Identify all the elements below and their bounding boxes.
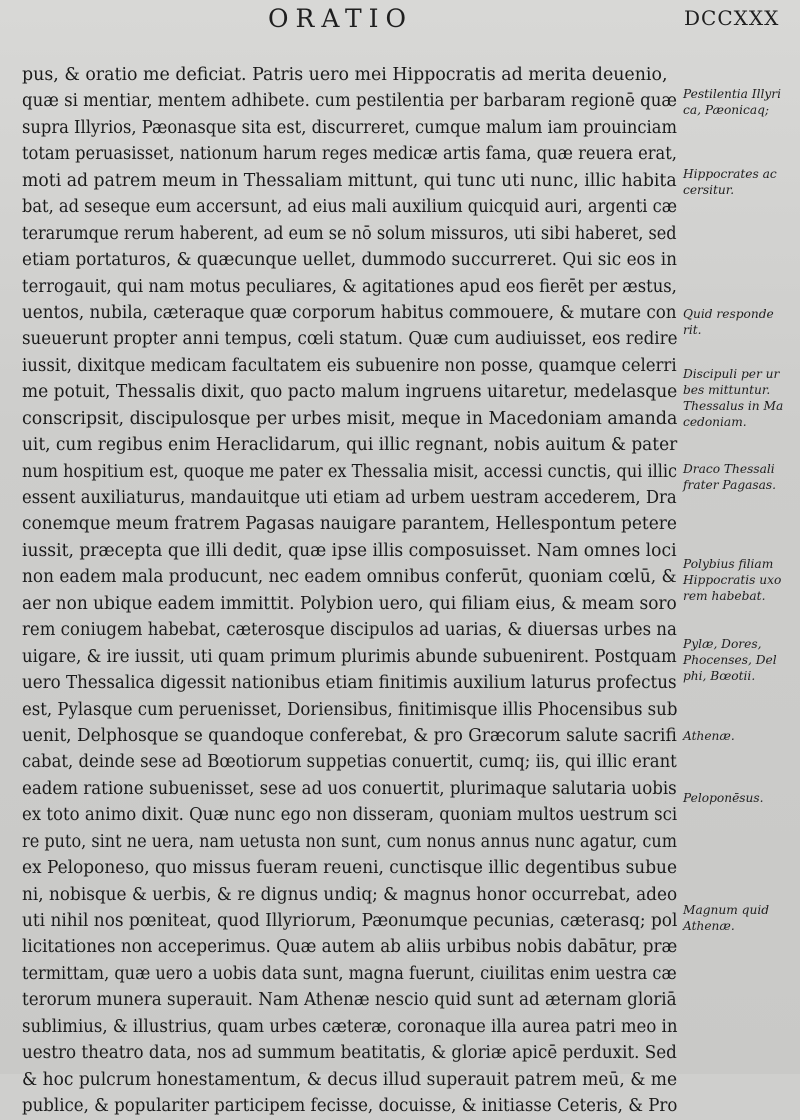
- text-line: terrogauit, qui nam motus peculiares, & agitationes apud eos fierēt per æstus,: [22, 276, 677, 297]
- margin-note-line: Pestilentia Illyri: [683, 87, 782, 101]
- text-line: num hospitium est, quoque me pater ex Thessalia misit, accessi cunctis, qui illic: [22, 461, 678, 482]
- margin-note-line: Peloponēsus.: [683, 791, 764, 805]
- text-line: uti nihil nos pœniteat, quod Illyriorum, Pæonumque pecunias, cæterasq; pol: [22, 911, 678, 931]
- text-line: bat, ad seseque eum accersunt, ad eius mali auxilium quicquid auri, argenti cæ: [22, 197, 677, 218]
- margin-note-line: Pylæ, Dores,: [683, 637, 762, 651]
- text-line: ex Peloponeso, quo missus fueram reueni, cunctisque illic degentibus subue: [22, 858, 678, 879]
- margin-note-line: Phocenses, Del: [683, 653, 777, 667]
- margin-note: [683, 636, 795, 684]
- margin-note: [683, 790, 795, 806]
- text-line: termittam, quæ uero a uobis data sunt, magna fuerunt, ciuilitas enim uestra cæ: [22, 963, 677, 984]
- margin-note-line: Thessalus in Ma: [683, 399, 784, 413]
- text-line: non eadem mala producunt, nec eadem omnibus conferūt, quoniam cœlū, &: [22, 567, 677, 588]
- text-line: uenit, Delphosque se quandoque conferebat, & pro Græcorum salute sacrifi: [22, 725, 677, 746]
- text-line: conemque meum fratrem Pagasas nauigare parantem, Hellespontum petere: [22, 514, 677, 535]
- text-line: uigare, & ire iussit, uti quam primum plurimis abunde subuenirent. Postquam: [22, 646, 677, 667]
- text-line: pus, & oratio me deficiat. Patris uero mei Hippocratis ad merita deuenio,: [22, 65, 668, 85]
- margin-note-line: Quid responde: [683, 307, 774, 321]
- text-line: uentos, nubila, cæteraque quæ corporum habitus commouere, & mutare con: [22, 302, 677, 323]
- margin-note: [683, 306, 795, 338]
- margin-note: [683, 461, 795, 493]
- text-line: sublimius, & illustrius, quam urbes cæteræ, coronaque illa aurea patri meo in: [22, 1016, 678, 1037]
- text-line: licitationes non acceperimus. Quæ autem ab aliis urbibus nobis dabātur, præ: [22, 937, 678, 958]
- margin-note: [683, 556, 795, 604]
- margin-note: [683, 86, 795, 118]
- margin-note: [683, 166, 795, 198]
- text-line: etiam portaturos, & quæcunque uellet, dummodo succurreret. Qui sic eos in: [22, 250, 677, 271]
- margin-note-line: Draco Thessali: [683, 462, 775, 476]
- text-line: iussit, dixitque medicam facultatem eis subuenire non posse, quamque celerri: [22, 355, 677, 376]
- text-line: supra Illyrios, Pæonasque sita est, discurreret, cumque malum iam prouinciam: [22, 117, 677, 138]
- text-line: ex toto animo dixit. Quæ nunc ego non disseram, quoniam multos uestrum sci: [22, 805, 678, 826]
- text-line: quæ si mentiar, mentem adhibete. cum pestilentia per barbaram regionē quæ: [22, 91, 677, 112]
- text-line: moti ad patrem meum in Thessaliam mittunt, qui tunc uti nunc, illic habita: [22, 170, 677, 191]
- text-line: uestro theatro data, nos ad summum beatitatis, & gloriæ apicē perduxit. Sed: [22, 1043, 677, 1064]
- text-line: eadem ratione subuenisset, sese ad uos conuertit, plurimaque salutaria uobis: [22, 778, 677, 799]
- margin-note-line: frater Pagasas.: [683, 478, 777, 492]
- margin-note-line: rem habebat.: [683, 589, 766, 603]
- margin-note-line: Discipuli per ur: [683, 367, 780, 381]
- margin-note-line: cedoniam.: [683, 415, 747, 429]
- text-line: ni, nobisque & uerbis, & re dignus undiq; & magnus honor occurrebat, adeo: [22, 884, 678, 905]
- text-line: terorum munera superauit. Nam Athenæ nescio quid sunt ad æternam gloriā: [22, 990, 677, 1011]
- text-line: uit, cum regibus enim Heraclidarum, qui illic regnant, nobis auitum & pater: [22, 435, 678, 456]
- running-head: ORATIO: [268, 4, 414, 33]
- margin-note-line: cersitur.: [683, 183, 735, 197]
- text-line: totam peruasisset, nationum harum reges medicæ artis fama, quæ reuera erat,: [22, 144, 677, 165]
- margin-notes: [683, 0, 800, 1074]
- margin-note-line: Athenæ.: [683, 919, 735, 933]
- text-line: iussit, præcepta que illi dedit, quæ ipse illis composuisset. Nam omnes loci: [22, 540, 677, 561]
- margin-note-line: Hippocrates ac: [683, 167, 777, 181]
- text-line: rem coniugem habebat, cæterosque discipulos ad uarias, & diuersas urbes na: [22, 620, 677, 641]
- margin-note-line: Polybius filiam: [683, 557, 774, 571]
- margin-note-line: Magnum quid: [683, 903, 770, 917]
- margin-note-line: phi, Bœotii.: [683, 669, 756, 683]
- folio-number: DCCXXX: [684, 6, 780, 30]
- text-line: uero Thessalica digessit nationibus etiam finitimis auxilium laturus profectus: [22, 673, 677, 694]
- margin-note-line: bes mittuntur.: [683, 383, 771, 397]
- margin-note-line: rit.: [683, 323, 702, 337]
- text-line: me potuit, Thessalis dixit, quo pacto malum ingruens uitaretur, medelasque: [22, 382, 678, 403]
- text-line: re puto, sint ne uera, nam uetusta non sunt, cum nonus annus nunc agatur, cum: [22, 831, 677, 852]
- text-line: publice, & populariter participem fecisse, docuisse, & initiasse Ceteris, & Pro: [22, 1096, 678, 1117]
- margin-note-line: Hippocratis uxo: [683, 573, 782, 587]
- main-text-block: [22, 62, 677, 1120]
- margin-note: [683, 902, 795, 934]
- text-line: aer non ubique eadem immittit. Polybion uero, qui filiam eius, & meam soro: [22, 593, 677, 614]
- margin-note: [683, 728, 795, 744]
- text-line: terarumque rerum haberent, ad eum se nō solum missuros, uti sibi haberet, sed: [22, 223, 677, 244]
- text-line: conscripsit, discipulosque per urbes misit, meque in Macedoniam amanda: [22, 408, 678, 429]
- page-header: [0, 0, 800, 40]
- text-line: est, Pylasque cum peruenisset, Doriensibus, finitimisque illis Phocensibus sub: [22, 699, 678, 720]
- text-line: sueuerunt propter anni tempus, cœli statum. Quæ cum audiuisset, eos redire: [22, 329, 678, 350]
- text-line: essent auxiliaturus, mandauitque uti etiam ad urbem uestram accederem, Dra: [22, 488, 677, 508]
- margin-note: [683, 366, 795, 430]
- text-line: & hoc pulcrum honestamentum, & decus illud superauit patrem meū, & me: [22, 1069, 678, 1090]
- text-line: cabat, deinde sese ad Bœotiorum suppetias conuertit, cumq; iis, qui illic erant: [22, 752, 677, 773]
- margin-note-line: Athenæ.: [683, 729, 735, 743]
- margin-note-line: ca, Pæonicaq;: [683, 103, 770, 117]
